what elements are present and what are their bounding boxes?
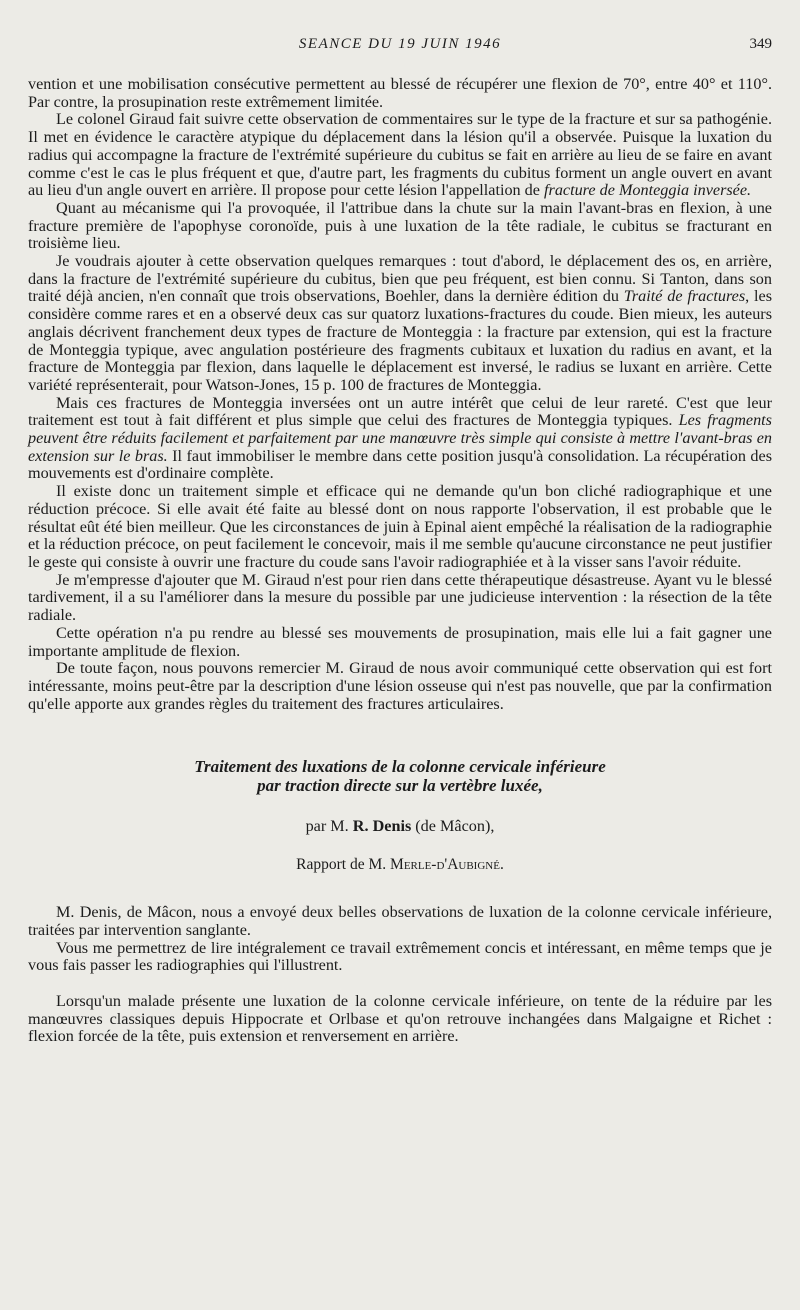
paragraph-text: Le colonel Giraud fait suivre cette observation de commentaires sur le type de la fracture et sur sa pathogénie. Il met en évidence le caractère atypique du déplacement dans la lésion qu'il a observée. Puisque la luxation du radius qui accompagne la fracture de l'extrémité supérieure du cubitus se fait en arrière au lieu de se faire en avant comme c'est le cas le plus fréquent et que, d'autre part, les fragments du cubitus forment un angle ouvert en avant au lieu d'un angle ouvert en arrière. Il propose pour cette lésion l'appellation de — [28, 110, 772, 200]
paragraph: Cette opération n'a pu rendre au blessé ses mouvements de prosupination, mais elle lui a fait gagner une importante amplitude de flexion. — [28, 623, 772, 660]
paragraph: Quant au mécanisme qui l'a provoquée, il l'attribue dans la chute sur la main l'avant-bras en flexion, à une fracture première de l'apophyse coronoïde, puis à une luxation de la tête radiale, le cubitus se fracturant en troisième lieu. — [28, 198, 772, 253]
reporter-name: Merle-d'Aubigné. — [390, 856, 504, 874]
report-line — [28, 856, 772, 874]
running-title: SEANCE DU 19 JUIN 1946 — [298, 36, 502, 52]
running-header — [28, 36, 772, 60]
emphasis-text: Les fragments peuvent être réduits facilement et parfaitement par une manœuvre très simple qui consiste à mettre l'avant-bras en extension sur le bras. — [28, 411, 772, 465]
paragraph: Lorsqu'un malade présente une luxation de la colonne cervicale inférieure, on tente de la réduire par les manœuvres classiques depuis Hippocrate et Orlbase et qu'on retrouve inchangées dans Malgaigne et Richet : flexion forcée de la tête, puis extension et renversement en arrière. — [28, 991, 772, 1046]
paragraph — [28, 111, 772, 200]
byline-suffix: (de Mâcon), — [411, 817, 495, 836]
book-title: Traité de fractures — [623, 287, 746, 306]
paragraph: Il existe donc un traitement simple et efficace qui ne demande qu'un bon cliché radiographique et une réduction précoce. Si elle avait été faite au blessé dont on nous rapporte l'observation, il est probable que le résultat eût été bien meilleur. Que les circonstances de juin à Epinal aient empêché la réalisation de la radiographie et la réduction précoce, on peut facilement le concevoir, mais il me semble qu'aucune circonstance ne peut justifier le geste qui consiste à ouvrir une fracture du coude sans l'avoir radiographiée et à la visser sans l'avoir réduite. — [28, 482, 772, 571]
report-body-continued — [28, 76, 772, 713]
paragraph-text: Il faut immobiliser le membre dans cette position jusqu'à consolidation. La récupération des mouvements est d'ordinaire complète. — [28, 446, 772, 483]
byline — [28, 817, 772, 836]
paragraph — [28, 253, 772, 395]
article-title-line: par traction directe sur la vertèbre luxée, — [257, 776, 543, 796]
paragraph: Je m'empresse d'ajouter que M. Giraud n'est pour rien dans cette thérapeutique désastreuse. Ayant vu le blessé tardivement, il a su l'améliorer dans la mesure du possible par une judicieuse intervention : la résection de la tête radiale. — [28, 570, 772, 625]
paragraph-text: Je voudrais ajouter à cette observation quelques remarques : tout d'abord, le déplacement des os, en arrière, dans la fracture de l'extrémité supérieure du cubitus, bien que peu fréquent, est bien connu. Si Tanton, dans son traité déjà ancien, n'en connaît que trois observations, Boehler, dans la dernière édition du — [28, 252, 772, 306]
paragraph-text: , les considère comme rares et en a observé deux cas sur quatorz luxations-fractures du coude. Bien mieux, les auteurs anglais décrivent franchement deux types de fracture de Monteggia : la fracture par extension, qui est la fracture de Monteggia typique, avec angulation postérieure des fragments cubitaux et luxation du radius en avant, et la fracture de Monteggia par flexion, dans laquelle le déplacement est inversé, le radius se luxant en arrière. Cette variété représenterait, pour Watson-Jones, 15 p. 100 de fractures de Monteggia. — [28, 287, 772, 394]
article-body — [28, 904, 772, 1046]
author-name: R. Denis — [352, 817, 412, 836]
paragraph — [28, 395, 772, 484]
page-number: 349 — [749, 36, 772, 52]
byline-prefix: par M. — [305, 817, 353, 836]
emphasis-text: fracture de Monteggia inversée. — [544, 181, 752, 200]
paragraph: vention et une mobilisation consécutive permettent au blessé de récupérer une flexion de 70°, entre 40° et 110°. Par contre, la prosupination reste extrêmement limitée. — [28, 75, 772, 111]
report-prefix: Rapport de M. — [296, 856, 391, 874]
paragraph: De toute façon, nous pouvons remercier M. Giraud de nous avoir communiqué cette observation qui est fort intéressante, moins peut-être par la description d'une lésion osseuse qui n'est pas nouvelle, que par la confirmation qu'elle apporte aux grandes règles du traitement des fractures articulaires. — [28, 659, 772, 713]
paragraph: M. Denis, de Mâcon, nous a envoyé deux belles observations de luxation de la colonne cervicale inférieure, traitées par intervention sanglante. — [28, 903, 772, 940]
paragraph-text: Mais ces fractures de Monteggia inversées ont un autre intérêt que celui de leur rareté. C'est que leur traitement est tout à fait différent et plus simple que celui des fractures de Monteggia typiques. — [28, 393, 772, 430]
article-title-line: Traitement des luxations de la colonne cervicale inférieure — [194, 757, 606, 777]
article-title — [28, 757, 772, 795]
paragraph: Vous me permettrez de lire intégralement ce travail extrêmement concis et intéressant, en même temps que je vous fais passer les radiographies qui l'illustrent. — [28, 938, 772, 975]
